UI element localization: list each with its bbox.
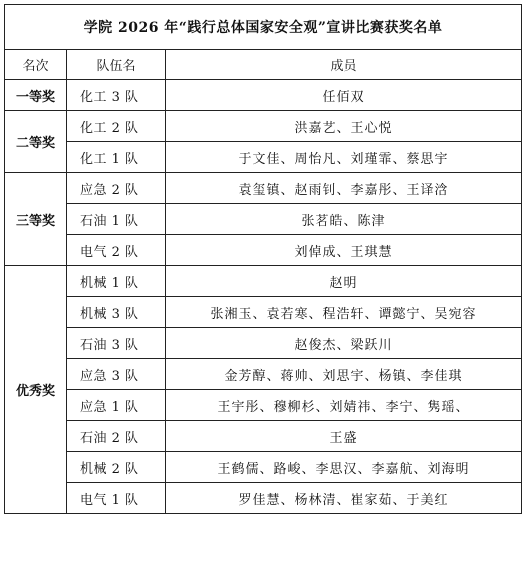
members-cell: 金芳醇、蒋帅、刘思宇、杨镇、李佳琪 [166,359,522,390]
members-cell: 王鹤儒、路峻、李思汉、李嘉航、刘海明 [166,452,522,483]
team-cell: 化工 3 队 [67,80,166,111]
table-row [5,204,522,235]
team-cell: 电气 2 队 [67,235,166,266]
members-cell: 袁玺镇、赵雨钊、李嘉彤、王译浛 [166,173,522,204]
table-title: 学院 2026 年“践行总体国家安全观”宣讲比赛获奖名单 [5,5,522,50]
team-cell: 化工 1 队 [67,142,166,173]
team-cell: 应急 1 队 [67,390,166,421]
table-row [5,328,522,359]
rank-cell: 二等奖 [5,111,67,173]
table-row [5,359,522,390]
table-row [5,483,522,514]
table-row [5,452,522,483]
table-row [5,297,522,328]
team-cell: 石油 2 队 [67,421,166,452]
members-cell: 王宇彤、穆柳杉、刘婧祎、李宁、隽瑶、 [166,390,522,421]
members-cell: 张茗皓、陈津 [166,204,522,235]
members-cell: 任佰双 [166,80,522,111]
table-row [5,266,522,297]
table-row [5,142,522,173]
team-cell: 应急 3 队 [67,359,166,390]
rank-cell: 三等奖 [5,173,67,266]
members-cell: 赵俊杰、梁跃川 [166,328,522,359]
header-team: 队伍名 [67,50,166,80]
team-cell: 机械 3 队 [67,297,166,328]
team-cell: 石油 1 队 [67,204,166,235]
members-cell: 王盛 [166,421,522,452]
award-list-sheet [4,4,521,514]
header-members: 成员 [166,50,522,80]
members-cell: 于文佳、周怡凡、刘瑾霏、蔡思宇 [166,142,522,173]
header-rank: 名次 [5,50,67,80]
rank-cell: 优秀奖 [5,266,67,514]
table-row [5,390,522,421]
team-cell: 机械 1 队 [67,266,166,297]
table-row [5,235,522,266]
members-cell: 张湘玉、袁若寒、程浩轩、谭懿宁、吴宛容 [166,297,522,328]
team-cell: 石油 3 队 [67,328,166,359]
members-cell: 洪嘉艺、王心悦 [166,111,522,142]
team-cell: 机械 2 队 [67,452,166,483]
team-cell: 应急 2 队 [67,173,166,204]
award-table [4,4,522,514]
table-row [5,111,522,142]
table-row [5,173,522,204]
header-row [5,50,522,80]
award-table-body [5,80,522,514]
team-cell: 化工 2 队 [67,111,166,142]
team-cell: 电气 1 队 [67,483,166,514]
members-cell: 赵明 [166,266,522,297]
table-row [5,421,522,452]
members-cell: 罗佳慧、杨林清、崔家茹、于美红 [166,483,522,514]
rank-cell: 一等奖 [5,80,67,111]
table-row [5,80,522,111]
title-row [5,5,522,50]
members-cell: 刘倬成、王琪慧 [166,235,522,266]
